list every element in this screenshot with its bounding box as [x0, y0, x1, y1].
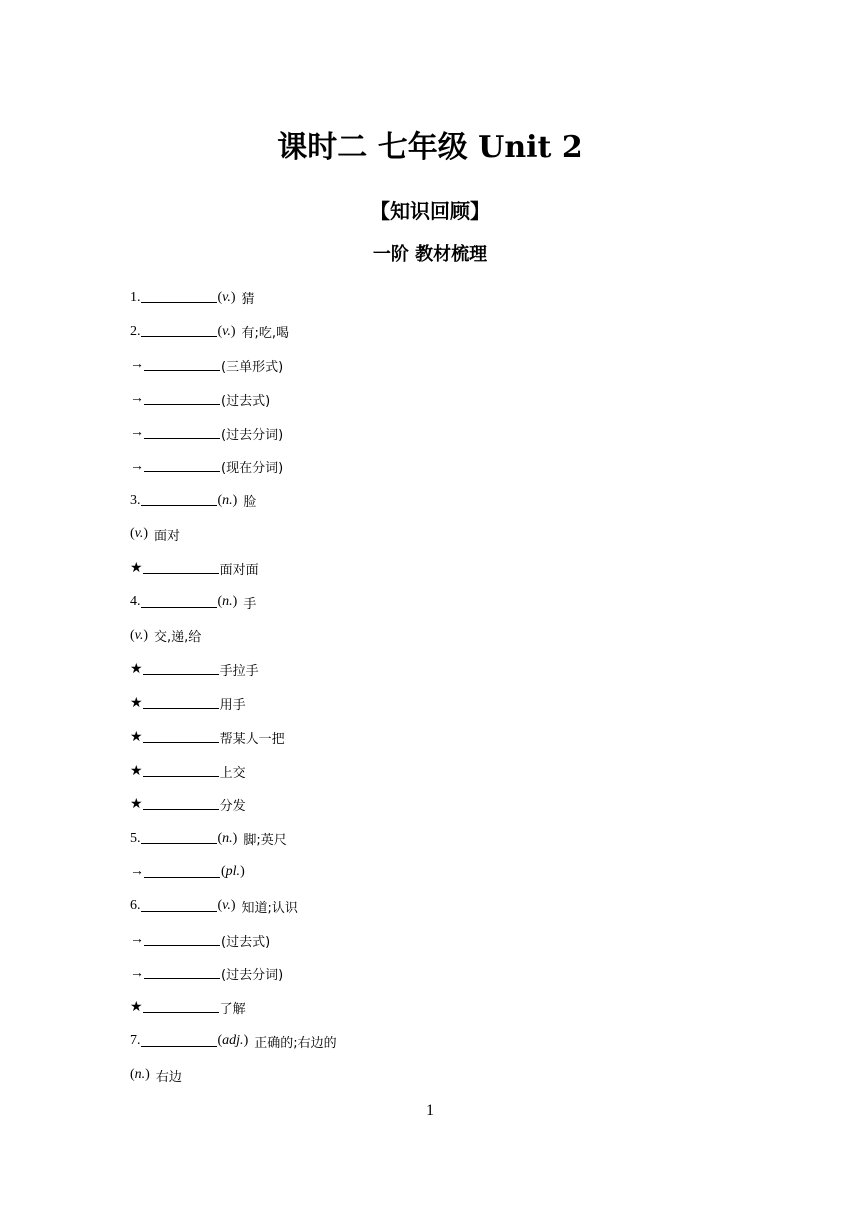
item-prefix: ★: [130, 729, 143, 745]
vocab-item: [130, 754, 730, 788]
vocab-item: [130, 889, 730, 923]
vocab-item: [130, 315, 730, 349]
item-meaning: (三单形式): [221, 359, 284, 375]
answer-blank[interactable]: [144, 929, 220, 946]
section-heading: 【知识回顾】: [370, 199, 490, 223]
item-meaning: 帮某人一把: [219, 731, 285, 747]
vocab-item: [130, 382, 730, 416]
part-of-speech-text: n.: [134, 1067, 146, 1083]
vocab-item: [130, 923, 730, 957]
vocab-item: [130, 585, 730, 619]
vocab-item: [130, 551, 730, 585]
part-of-speech-text: v.: [222, 323, 231, 339]
page-number: 1: [426, 1102, 434, 1119]
vocab-item: [130, 1025, 730, 1059]
answer-blank[interactable]: [141, 591, 217, 608]
item-prefix: ★: [130, 763, 143, 779]
part-of-speech-text: v.: [222, 289, 231, 305]
part-of-speech-text: n.: [222, 830, 233, 846]
vocab-item: [130, 720, 730, 754]
answer-blank[interactable]: [144, 861, 220, 878]
item-meaning: 用手: [219, 697, 246, 713]
answer-blank[interactable]: [141, 286, 217, 303]
item-prefix: ★: [130, 695, 143, 711]
item-prefix: →: [130, 391, 144, 407]
answer-blank[interactable]: [141, 1030, 217, 1047]
item-prefix: →: [130, 932, 144, 948]
item-meaning: 了解: [219, 1002, 246, 1018]
item-prefix: ★: [130, 662, 143, 678]
part-of-speech-text: n.: [222, 492, 233, 508]
item-prefix: →: [130, 458, 144, 474]
item-meaning: 有;吃,喝: [241, 326, 290, 342]
part-of-speech-text: v.: [222, 898, 231, 914]
page-title: 课时二 七年级 Unit 2: [277, 130, 583, 165]
item-prefix: 5.: [130, 830, 141, 846]
item-meaning: (现在分词): [221, 461, 284, 477]
answer-blank[interactable]: [143, 760, 219, 777]
part-of-speech: (n.): [217, 830, 238, 846]
answer-blank[interactable]: [143, 793, 219, 810]
item-prefix: ★: [130, 560, 143, 576]
part-of-speech-text: adj.: [222, 1033, 244, 1049]
item-meaning: 脸: [243, 495, 257, 511]
vocab-item: [130, 416, 730, 450]
part-of-speech-text: n.: [222, 594, 233, 610]
part-of-speech: (adj.): [217, 1033, 249, 1049]
vocab-item: [130, 281, 730, 315]
answer-blank[interactable]: [141, 895, 217, 912]
item-meaning: 知道;认识: [241, 900, 298, 916]
part-of-speech-text: v.: [134, 526, 144, 542]
item-meaning: 手: [243, 596, 257, 612]
vocab-item: [130, 484, 730, 518]
item-prefix: →: [130, 965, 144, 981]
vocab-item: [130, 518, 730, 552]
part-of-speech: (v.): [130, 627, 149, 643]
item-meaning: 分发: [219, 799, 246, 815]
item-meaning: (过去分词): [221, 968, 284, 984]
vocab-item: [130, 856, 730, 890]
item-meaning: (过去式): [221, 393, 271, 409]
part-of-speech: (v.): [217, 289, 236, 305]
part-of-speech: (v.): [130, 526, 149, 542]
item-prefix: →: [130, 357, 144, 373]
answer-blank[interactable]: [143, 557, 219, 574]
item-prefix: ★: [130, 797, 143, 813]
item-meaning: 上交: [219, 765, 246, 781]
subsection-heading: 一阶 教材梳理: [372, 244, 488, 265]
item-prefix: 1.: [130, 289, 141, 305]
item-meaning: 面对: [154, 528, 181, 544]
vocab-item: [130, 349, 730, 383]
answer-blank[interactable]: [143, 996, 219, 1013]
part-of-speech: (v.): [217, 323, 236, 339]
part-of-speech-text: v.: [134, 627, 144, 643]
answer-blank[interactable]: [141, 827, 217, 844]
part-of-speech: (n.): [130, 1067, 150, 1083]
vocab-item: [130, 687, 730, 721]
vocabulary-list: [130, 281, 730, 1092]
vocab-item: [130, 822, 730, 856]
item-prefix: ★: [130, 1000, 143, 1016]
part-of-speech: (n.): [217, 492, 238, 508]
vocab-item: [130, 619, 730, 653]
item-meaning: (过去式): [221, 934, 271, 950]
vocab-item: [130, 957, 730, 991]
part-of-speech: (v.): [217, 898, 236, 914]
answer-blank[interactable]: [144, 354, 220, 371]
item-prefix: 3.: [130, 492, 141, 508]
answer-blank[interactable]: [143, 692, 219, 709]
item-meaning: 脚;英尺: [243, 833, 287, 849]
item-meaning: 交,递,给: [154, 630, 202, 646]
vocab-item: [130, 991, 730, 1025]
vocab-item: [130, 450, 730, 484]
item-meaning: 手拉手: [219, 664, 259, 680]
vocab-item: [130, 1058, 730, 1092]
answer-blank[interactable]: [144, 388, 220, 405]
answer-blank[interactable]: [143, 726, 219, 743]
item-meaning: 面对面: [219, 562, 259, 578]
item-prefix: 6.: [130, 898, 141, 914]
answer-blank[interactable]: [143, 658, 219, 675]
item-meaning: 右边: [155, 1069, 182, 1085]
answer-blank[interactable]: [144, 962, 220, 979]
item-prefix: 4.: [130, 594, 141, 610]
item-prefix: 2.: [130, 323, 141, 339]
item-meaning: 猜: [241, 292, 255, 308]
part-of-speech-text: pl.: [225, 864, 241, 880]
item-meaning: (过去分词): [221, 427, 284, 443]
answer-blank[interactable]: [144, 455, 220, 472]
item-prefix: →: [130, 425, 144, 441]
item-prefix: 7.: [130, 1033, 141, 1049]
answer-blank[interactable]: [144, 422, 220, 439]
item-prefix: →: [130, 864, 144, 880]
vocab-item: [130, 653, 730, 687]
item-meaning: 正确的;右边的: [254, 1035, 337, 1051]
part-of-speech: (n.): [217, 594, 238, 610]
answer-blank[interactable]: [141, 489, 217, 506]
part-of-speech: (pl.): [221, 864, 245, 880]
answer-blank[interactable]: [141, 320, 217, 337]
vocab-item: [130, 788, 730, 822]
